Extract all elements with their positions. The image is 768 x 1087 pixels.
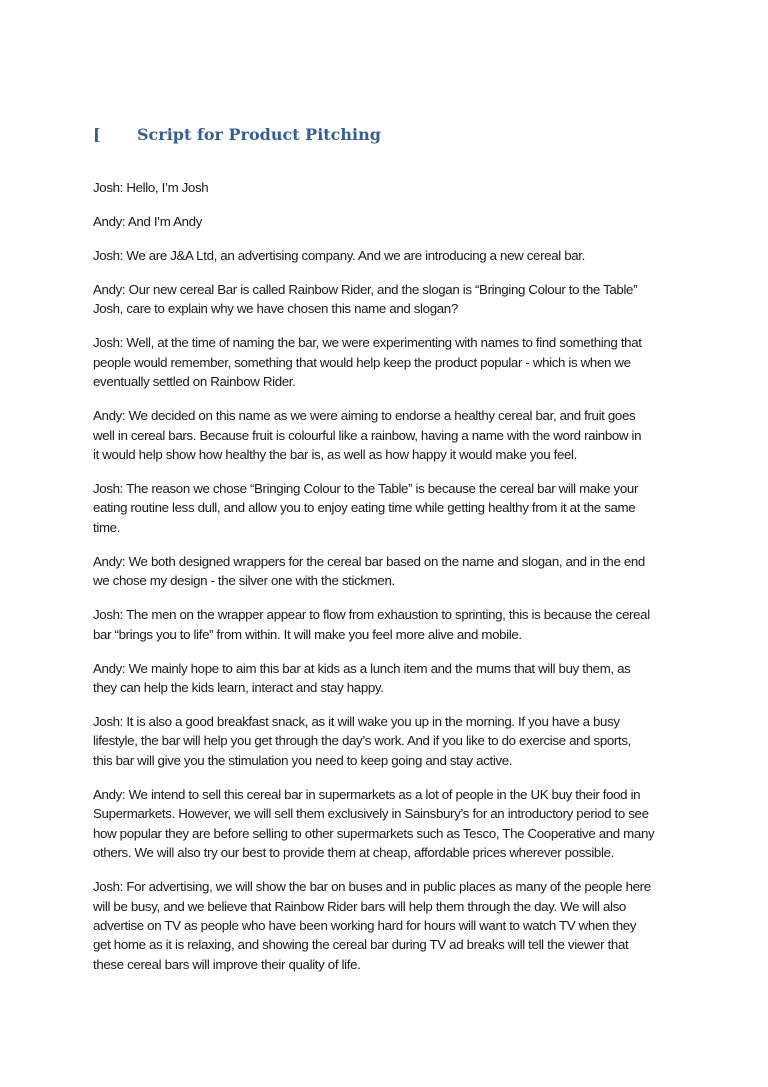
heading-bracket: [ (93, 125, 101, 144)
script-paragraph (93, 877, 683, 974)
script-line: Josh: It is also a good breakfast snack, as it will wake you up in the morning. If you have a busy (93, 714, 620, 730)
script-line: Josh: Well, at the time of naming the bar, we were experimenting with names to find something that (93, 335, 642, 351)
script-paragraph (93, 785, 683, 863)
script-line: lifestyle, the bar will help you get through the day’s work. And if you like to do exercise and sports, (93, 733, 632, 749)
script-line: Andy: We mainly hope to aim this bar at kids as a lunch item and the mums that will buy them, as (93, 660, 631, 676)
page-heading (93, 124, 693, 148)
script-paragraph (93, 212, 683, 231)
script-line: Andy: Our new cereal Bar is called Rainbow Rider, and the slogan is “Bringing Colour to the Table” (93, 282, 638, 297)
script-line: will be busy, and we believe that Rainbow Rider bars will help them through the day. We will also (93, 898, 626, 914)
page-title: Script for Product Pitching (137, 125, 381, 144)
script-paragraph (93, 712, 683, 770)
script-paragraph (93, 280, 683, 319)
script-line: Supermarkets. However, we will sell them exclusively in Sainsbury’s for an introductory period to see (93, 806, 649, 822)
script-paragraph (93, 552, 683, 591)
script-line: we chose my design - the silver one with the stickmen. (93, 573, 395, 589)
script-line: Andy: We decided on this name as we were aiming to endorse a healthy cereal bar, and fruit goes (93, 408, 636, 424)
script-line: others. We will also try our best to provide them at cheap, affordable prices wherever possible. (93, 845, 614, 861)
script-line: get home as it is relaxing, and showing the cereal bar during TV ad breaks will tell the viewer that (93, 937, 629, 953)
script-line: people would remember, something that would help keep the product popular - which is when we (93, 354, 631, 370)
script-paragraph (93, 333, 683, 391)
script-body (93, 178, 683, 989)
script-line: Andy: We intend to sell this cereal bar in supermarkets as a lot of people in the UK buy their food in (93, 786, 641, 802)
script-paragraph (93, 406, 683, 464)
script-line: eating routine less dull, and allow you to enjoy eating time while getting healthy from it at the same (93, 500, 636, 516)
script-paragraph (93, 659, 683, 698)
script-line: advertise on TV as people who have been working hard for hours will want to watch TV when they (93, 917, 637, 933)
script-line: it would help show how healthy the bar is, as well as how happy it would make you feel. (93, 447, 577, 463)
script-line: Josh: Hello, I’m Josh (93, 180, 209, 195)
script-line: Josh: We are J&A Ltd, an advertising company. And we are introducing a new cereal bar. (93, 248, 585, 263)
script-paragraph (93, 178, 683, 197)
script-line: Josh, care to explain why we have chosen this name and slogan? (93, 301, 458, 317)
script-line: well in cereal bars. Because fruit is colourful like a rainbow, having a name with the word rainbow in (93, 427, 642, 443)
script-paragraph (93, 246, 683, 265)
script-line: these cereal bars will improve their quality of life. (93, 956, 361, 972)
script-line: how popular they are before selling to other supermarkets such as Tesco, The Cooperative and many (93, 825, 655, 841)
script-line: Andy: And I’m Andy (93, 214, 203, 229)
script-line: eventually settled on Rainbow Rider. (93, 374, 296, 390)
script-paragraph (93, 479, 683, 537)
script-line: Josh: The reason we chose “Bringing Colour to the Table” is because the cereal bar will make your (93, 481, 639, 497)
script-line: time. (93, 519, 121, 535)
script-line: Josh: For advertising, we will show the bar on buses and in public places as many of the people here (93, 879, 651, 895)
script-line: this bar will give you the stimulation you need to keep going and stay active. (93, 752, 513, 768)
script-line: Andy: We both designed wrappers for the cereal bar based on the name and slogan, and in the end (93, 553, 645, 569)
script-paragraph (93, 605, 683, 644)
script-line: Josh: The men on the wrapper appear to flow from exhaustion to sprinting, this is because the cereal (93, 607, 650, 623)
script-line: they can help the kids learn, interact and stay happy. (93, 680, 384, 696)
script-line: bar “brings you to life” from within. It will make you feel more alive and mobile. (93, 626, 522, 642)
